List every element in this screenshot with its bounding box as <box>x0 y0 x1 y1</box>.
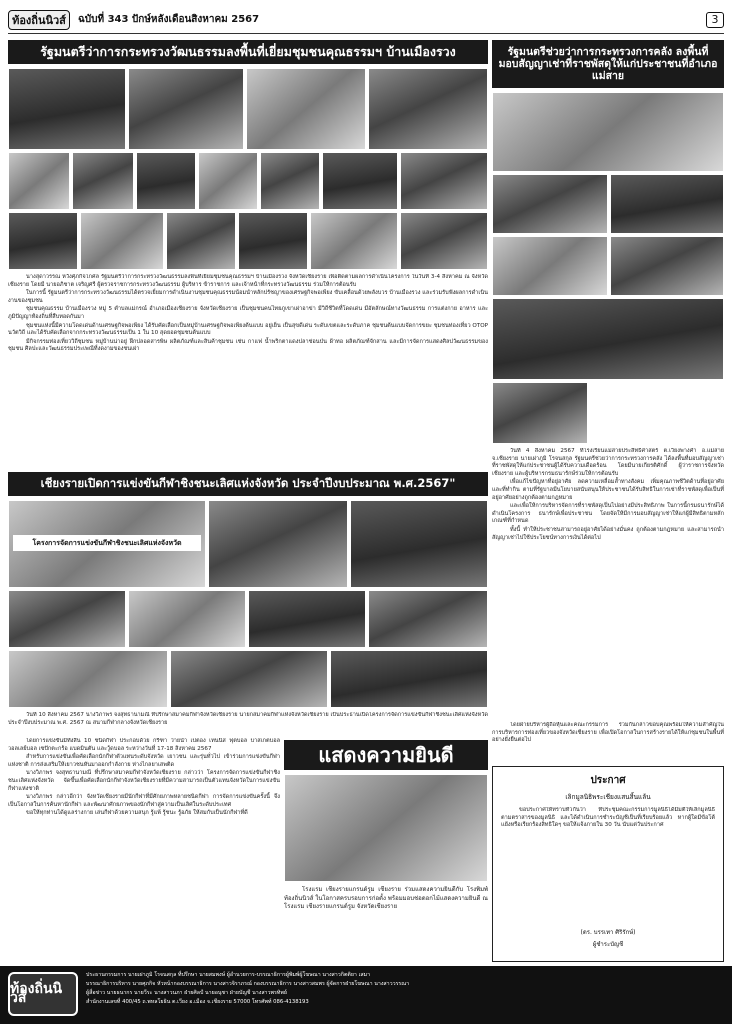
culture-body <box>8 274 488 468</box>
footer-line: สำนักงานเลขที่ 400/45 ถ.พหลโยธิน ต.เวียง อ.เมือง จ.เชียงราย 57000 โทรศัพท์ 086-4138193 <box>86 999 309 1005</box>
announcement-text: ขอประกาศให้ทราบทั่วกันว่า ที่ประชุมคณะกรรมการมูลนิธิได้มีมติให้เลิกมูลนิธิ ตามตราสารของมูลนิธิ และได้ดำเนินการชำระบัญชีเป็นที่เรียบร้อยแล้ว หากผู้ใดมีข้อโต้แย้งหรือเรียกร้องสิทธิใดๆ ขอให้แจ้งภายใน 30 วัน นับแต่วันประกาศ <box>501 807 715 829</box>
finance-body <box>492 448 724 718</box>
sports-paragraph: นางวิภาพร กล่าวอีกว่า จังหวัดเชียงรายมีนักกีฬาที่มีศักยภาพหลายชนิดกีฬา การจัดการแข่งขันครั้งนี้ จึงเป็นโอกาสในการค้นหานักกีฬา และพัฒนาศักยภาพของนักกีฬาสู่ความเป็นเลิศในระดับประเทศ <box>8 794 280 808</box>
congrats-photo <box>284 774 488 882</box>
culture-paragraph: ชุมชนคุณธรรม บ้านเมืองรวง หมู่ 5 ตำบลแม่กรณ์ อำเภอเมืองเชียงราย จังหวัดเชียงราย เป็นชุมชนคนไทยภูเขาเผ่าอาข่า มีวิถีชีวิตที่โดดเด่น มีอัตลักษณ์ทางวัฒนธรรม การแต่งกาย อาหาร และภูมิปัญญาท้องถิ่นที่สืบทอดกันมา <box>8 306 488 320</box>
sports-paragraph: ขอให้ทุกท่านได้ดูแลร่างกาย เล่นกีฬาด้วยความสนุก รู้แพ้ รู้ชนะ รู้อภัย ให้สมกับเป็นนักกีฬาที่ดี <box>26 810 248 817</box>
finance-photo-1 <box>492 92 724 172</box>
finance-photo-5 <box>610 236 724 296</box>
page-number: 3 <box>706 12 724 28</box>
finance-paragraph: และเพื่อให้การบริหารจัดการที่ราชพัสดุเป็นไปอย่างมีประสิทธิภาพ ในการนี้กรมธนารักษ์ได้ดำเนินโครงการ ธนารักษ์เพื่อประชาชน โดยจัดให้มีการมอบสัญญาเช่าให้แก่ผู้มีสิทธิตามหลักเกณฑ์ที่กำหนด <box>492 503 724 525</box>
finance-photo-4 <box>492 236 608 296</box>
culture-photo-4 <box>368 68 488 150</box>
culture-photo-15 <box>238 212 308 270</box>
culture-photo-16 <box>310 212 398 270</box>
finance-paragraph: เพื่อแก้ไขปัญหาที่อยู่อาศัย ลดความเหลื่อมล้ำทางสังคม เพิ่มคุณภาพชีวิตด้านที่อยู่อาศัยและที่ทำกิน ตามที่รัฐบาลมีนโยบายสนับสนุนให้ประชาชนได้รับสิทธิในการเช่าที่ราชพัสดุเพื่อเป็นที่อยู่อาศัยอย่างถูกต้องตามกฎหมาย <box>492 479 724 501</box>
sports-paragraph: วันที่ 10 สิงหาคม 2567 นางวิภาพร จงสุทธานามณี ที่ปรึกษาสมาคมกีฬาจังหวัดเชียงราย นายกสมาคมกีฬาแห่งจังหวัดเชียงราย เป็นประธานเปิดโครงการจัดการแข่งขันกีฬาชิงชนะเลิศแห่งจังหวัด ประจำปีงบประมาณ พ.ศ. 2567 ณ สนามกีฬากลางจังหวัดเชียงราย <box>8 712 488 726</box>
culture-paragraph: ชุมชนแห่งนี้มีความโดดเด่นด้านเศรษฐกิจพอเพียง ได้รับคัดเลือกเป็นหมู่บ้านเศรษฐกิจพอเพียงต้นแบบ อยู่เย็น เป็นสุขดีเด่น ระดับเขตและระดับภาค ชุมชนต้นแบบจัดการขยะ ชุมชนท่องเที่ยว OTOP นวัตวิถี และได้รับคัดเลือกจากกระทรวงวัฒนธรรมเป็น 1 ใน 10 สุดยอดชุมชนต้นแบบ <box>8 322 488 337</box>
sports-photo-4 <box>8 590 126 648</box>
sports-paragraph: โดยการแข่งขันมีทั้งสิ้น 10 ชนิดกีฬา ประกอบด้วย กรีฑา ว่ายน้ำ เปตอง เทนนิส ฟุตบอล บาสเกตบอล วอลเลย์บอล เซปักตะกร้อ แบดมินตัน และวู้ดบอล ระหว่างวันที่ 17-18 สิงหาคม 2567 <box>8 738 280 752</box>
culture-photo-11 <box>400 152 488 210</box>
sports-photo-6 <box>248 590 366 648</box>
culture-paragraph: นางสุดาวรรณ หวังศุภกิจโกศล รัฐมนตรีว่าการกระทรวงวัฒนธรรมลงพื้นที่เยี่ยมชุมชนคุณธรรมฯ บ้านเมืองรวง จังหวัดเชียงราย เพื่อติดตามผลการดำเนินโครงการ ในวันที่ 3-4 สิงหาคม ณ จังหวัดเชียงราย โดยมี นายอภิชาต เจริญศรี ผู้ตรวจราชการกระทรวงวัฒนธรรม ผู้บริหาร ข้าราชการ และเจ้าหน้าที่กระทรวงวัฒนธรรม ร่วมให้การต้อนรับ <box>8 274 488 288</box>
culture-photo-1 <box>8 68 126 150</box>
sports-banner-text: โครงการจัดการแข่งขันกีฬาชิงชนะเลิศแห่งจังหวัด <box>13 535 201 551</box>
culture-paragraph: มีกิจกรรมท่องเที่ยววิถีชุมชน หมู่บ้านน่าอยู่ ฝึกปลอดสารพิษ ผลิตภัณฑ์และสินค้าชุมชน เช่น กาแฟ น้ำพริกตาแดงปลาช่อนป่น ผ้าทอ ผลิตภัณฑ์จักสาน และมีการจัดการแสดงศิลปวัฒนธรรมของชุมชน ศิลปะและวัฒนธรรมประเพณีที่งดงามของชนเผ่า <box>8 338 488 353</box>
sports-photo-1 <box>8 500 206 588</box>
announcement-signer: ผู้ชำระบัญชี <box>592 941 624 948</box>
sports-body <box>8 738 280 964</box>
sports-photo-10 <box>330 650 488 708</box>
announcement-title: ประกาศ <box>590 775 626 786</box>
culture-headline: รัฐมนตรีว่าการกระทรวงวัฒนธรรมลงพื้นที่เยี่ยมชุมชนคุณธรรมฯ บ้านเมืองรวง <box>8 40 488 64</box>
finance-photo-6 <box>492 298 724 380</box>
announcement-body <box>501 807 715 917</box>
sports-photo-8 <box>8 650 168 708</box>
masthead-logo: ท้องถิ่นนิวส์ <box>8 10 70 30</box>
page-header <box>8 6 724 34</box>
culture-photo-5 <box>8 152 70 210</box>
culture-photo-12 <box>8 212 78 270</box>
footer-logo: ท้องถิ่นนิวส์ <box>8 972 78 1016</box>
sports-photo-7 <box>368 590 488 648</box>
culture-photo-6 <box>72 152 134 210</box>
announcement-signature: (ดร. บรรเทา ศิริรักษ์) <box>580 929 636 936</box>
sports-intro <box>8 712 488 736</box>
footer-line: บรรณาธิการบริหาร นายศุภกิจ หัวหน้ากองบรรณาธิการ นางสาวจิราภรณ์ กองบรรณาธิการ นางสาวสมพร ผู้จัดการฝ่ายโฆษณา นางสาววรรณา <box>86 981 410 987</box>
culture-photo-7 <box>136 152 196 210</box>
sports-paragraph: สำหรับการแข่งขันเพื่อคัดเลือกนักกีฬาตัวแทนระดับจังหวัด เยาวชน และรุ่นทั่วไป เข้าร่วมการแข่งขันกีฬาแห่งชาติ การส่งเสริมให้เยาวชนหันมาออกกำลังกาย ห่างไกลยาเสพติด <box>8 754 280 768</box>
finance-photo-3 <box>610 174 724 234</box>
announcement-box <box>492 766 724 962</box>
page-footer <box>0 966 732 1024</box>
culture-photo-13 <box>80 212 164 270</box>
issue-label: ฉบับที่ 343 ปักษ์หลังเดือนสิงหาคม 2567 <box>78 14 260 25</box>
culture-photo-3 <box>246 68 366 150</box>
continuation-paragraph: โดยฝ่ายบริหารผู้ถือหุ้นและคณะกรรมการ ร่วมกันกล่าวขอบคุณพร้อมให้ความสำคัญในการบริหารการท่องเที่ยวของจังหวัดเชียงราย เพื่อเปิดโอกาสในการสร้างรายได้ให้แก่ชุมชนในพื้นที่อย่างยั่งยืนต่อไป <box>492 722 724 744</box>
congrats-caption-text: โรงแรม เชียงรายแกรนด์รูม เชียงราย ร่วมแสดงความยินดีกับ โรงพิมพ์ท้องถิ่นนิวส์ ในโอกาสครบรอบการก่อตั้ง พร้อมมอบช่อดอกไม้แสดงความยินดี ณ โรงแรม เชียงรายแกรนด์รูม จังหวัดเชียงราย <box>284 886 488 911</box>
sports-photo-9 <box>170 650 328 708</box>
sports-photo-5 <box>128 590 246 648</box>
finance-photo-7 <box>492 382 588 444</box>
footer-line: ประธานกรรมการ นายเผ่าภูมิ โรจนสกุล ที่ปรึกษา นายสมพงษ์ ผู้อำนวยการ-บรรณาธิการผู้พิมพ์ผู้โฆษณา นางสาวกิตติยา เสมา <box>86 972 371 978</box>
culture-photo-8 <box>198 152 258 210</box>
culture-photo-10 <box>322 152 398 210</box>
sports-paragraph: นางวิภาพร จงสุทธานามณี ที่ปรึกษาสมาคมกีฬาจังหวัดเชียงราย กล่าวว่า โครงการจัดการแข่งขันกีฬาชิงชนะเลิศแห่งจังหวัด จัดขึ้นเพื่อคัดเลือกนักกีฬาจังหวัดเชียงรายที่มีความสามารถเป็นตัวแทนจังหวัดในการแข่งขันกีฬาแห่งชาติ <box>8 770 280 792</box>
announcement-subtitle: เลิกมูลนิธิพระเชียงแสนสิ้นแล้น <box>565 793 651 801</box>
finance-photo-2 <box>492 174 608 234</box>
culture-photo-9 <box>260 152 320 210</box>
culture-photo-2 <box>128 68 244 150</box>
footer-line: ผู้สื่อข่าว นายธนากร นายวีระ นางสาวนภา ฝ่ายศิลป์ นายอนุชา ฝ่ายบัญชี นางสาวพรทิพย์ <box>86 990 287 996</box>
sports-photo-3 <box>350 500 488 588</box>
finance-paragraph: ทั้งนี้ ทำให้ประชาชนสามารถอยู่อาศัยได้อย่างมั่นคง ถูกต้องตามกฎหมาย และสามารถนำสัญญาเช่าไปใช้ประโยชน์ทางการเงินได้ต่อไป <box>492 526 724 541</box>
culture-photo-17 <box>400 212 488 270</box>
right-column-continuation <box>492 722 724 762</box>
sports-photo-2 <box>208 500 348 588</box>
congrats-caption <box>284 886 488 962</box>
finance-headline: รัฐมนตรีช่วยว่าการกระทรวงการคลัง ลงพื้นที่มอบสัญญาเช่าที่ราชพัสดุให้แก่ประชาชนที่อำเภอแม่สาย <box>492 40 724 88</box>
culture-paragraph: ในการนี้ รัฐมนตรีว่าการกระทรวงวัฒนธรรมได้ตรวจเยี่ยมการดำเนินงานชุมชนคุณธรรมน้อมนำหลักปรัชญาของเศรษฐกิจพอเพียง ขับเคลื่อนด้วยพลังบวร บ้านเมืองรวง และร่วมรับฟังผลการดำเนินงานของชุมชน <box>8 290 488 304</box>
finance-paragraph: วันที่ 4 สิงหาคม 2567 ที่โรงเรียนแม่สายประสิทธิ์ศาสตร์ ต.เวียงพางคำ อ.แม่สาย จ.เชียงราย นายเผ่าภูมิ โรจนสกุล รัฐมนตรีช่วยว่าการกระทรวงการคลัง ได้ลงพื้นที่มอบสัญญาเช่าที่ราชพัสดุให้แก่ประชาชนผู้ได้รับความเดือดร้อน โดยมีนายเกียรติศักดิ์ ผู้ว่าราชการจังหวัดเชียงราย และผู้บริหารกรมธนารักษ์ร่วมให้การต้อนรับ <box>492 448 724 477</box>
congrats-headline: แสดงความยินดี <box>284 740 488 770</box>
culture-photo-14 <box>166 212 236 270</box>
sports-headline: เชียงรายเปิดการแข่งขันกีฬาชิงชนะเลิศแห่งจังหวัด ประจำปีงบประมาณ พ.ศ.2567" <box>8 472 488 496</box>
